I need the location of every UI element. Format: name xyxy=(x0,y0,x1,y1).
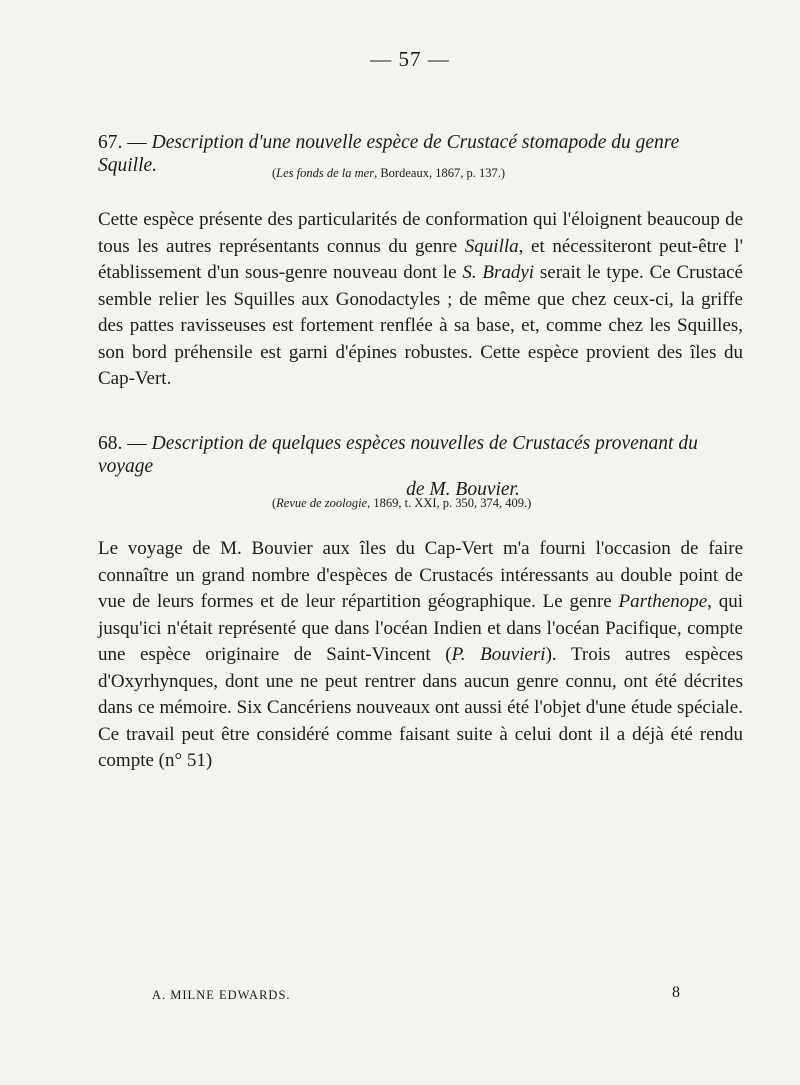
footer-author: A. MILNE EDWARDS. xyxy=(152,988,291,1002)
citation-journal: Les fonds de la mer xyxy=(276,166,375,180)
entry-title-continued: de M. Bouvier. xyxy=(406,479,520,500)
entry-title: Description de quelques espèces nouvelles de Crustacés provenant du voyage xyxy=(98,433,698,477)
entry-67-paragraph: Cette espèce présente des particularités de conformation qui l'éloignent beaucoup de tous les autres représentants connus du genre Squilla, et nécessiteront peut-être l' établissement d'un sous-genre nouveau dont le S. Bradyi serait le type. Ce Crustacé semble relier les Squilles aux Gonodactyles ; de même que chez ceux-ci, la griffe des pattes ravisseuses est fortement renflée à sa base, et, comme chez les Squilles, son bord préhensile est garni d'épines robustes. Cette espèce provient des îles du Cap-Vert. xyxy=(98,209,744,389)
entry-68-paragraph: Le voyage de M. Bouvier aux îles du Cap-Vert m'a fourni l'occasion de faire connaître un grand nombre d'espèces de Crustacés intéressants au double point de vue de leurs formes et de leur répartition géographique. Le genre Parthenope, qui jusqu'ici n'était représenté que dans l'océan Indien et dans l'océan Pacifique, compte une espèce originaire de Saint-Vincent (P. Bouvieri). Trois autres espèces d'Oxyrhynques, dont une ne peut rentrer dans aucun genre connu, ont été décrites dans ce mémoire. Six Cancériens nouveaux ont aussi été l'objet d'une étude spéciale. Ce travail peut être considéré comme faisant suite à celui dont il a déjà été rendu compte (n° 51) xyxy=(98,538,743,771)
footer-signature-mark: 8 xyxy=(672,984,680,1001)
entry-number: 67. — xyxy=(98,132,147,153)
entry-title: Description d'une nouvelle espèce de Crustacé stomapode du genre Squille. xyxy=(98,132,680,176)
citation-journal: Revue de zoologie xyxy=(276,496,368,510)
citation-details: , 1869, t. XXI, p. 350, 374, 409.) xyxy=(367,496,532,510)
page-number: — 57 — xyxy=(370,47,450,71)
entry-67-citation: (Les fonds de la mer, Bordeaux, 1867, p. 137.) xyxy=(272,166,505,180)
entry-68-citation: (Revue de zoologie, 1869, t. XXI, p. 350, 374, 409.) xyxy=(272,496,532,510)
citation-details: , Bordeaux, 1867, p. 137.) xyxy=(374,166,505,180)
entry-number: 68. — xyxy=(98,433,147,454)
entry-68-heading xyxy=(98,432,738,501)
